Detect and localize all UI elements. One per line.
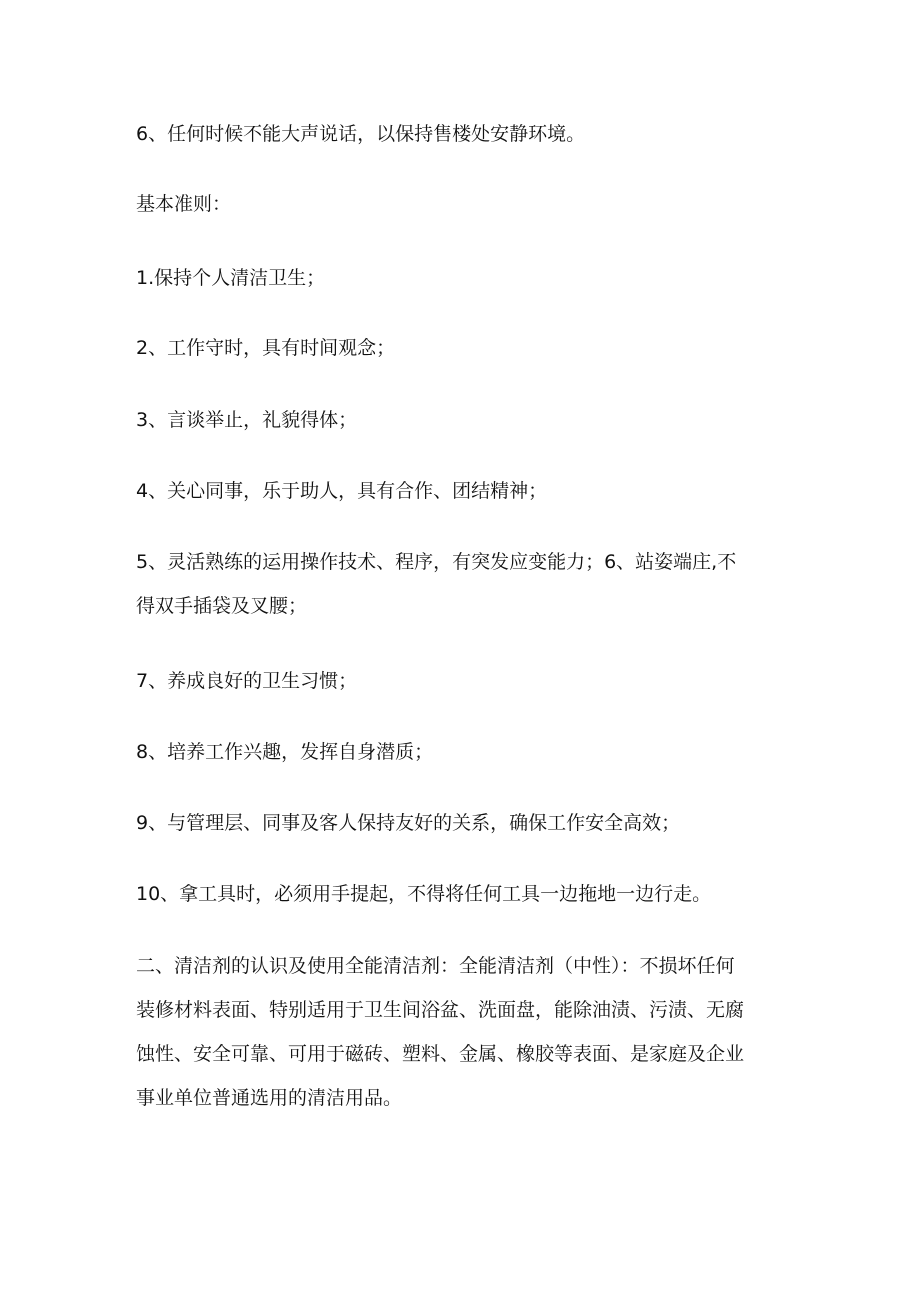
- text-line: 7、养成良好的卫生习惯；: [136, 670, 358, 692]
- text-line: 二、清洁剂的认识及使用全能清洁剂：全能清洁剂（中性）：不损坏任何: [136, 955, 735, 977]
- text-line: 6、任何时候不能大声说话，以保持售楼处安静环境。: [136, 123, 586, 145]
- list-item-2: [136, 326, 786, 370]
- text-line: 事业单位普通选用的清洁用品。: [136, 1087, 403, 1109]
- list-item-5-6: [136, 540, 786, 628]
- list-item-4: [136, 469, 786, 513]
- list-item-3: [136, 398, 786, 442]
- list-item-10: [136, 872, 786, 916]
- text-line: 10、拿工具时，必须用手提起，不得将任何工具一边拖地一边行走。: [136, 883, 712, 905]
- list-item-1: [136, 256, 786, 300]
- text-line: 蚀性、安全可靠、可用于磁砖、塑料、金属、橡胶等表面、是家庭及企业: [136, 1043, 745, 1065]
- text-line: 9、与管理层、同事及客人保持友好的关系，确保工作安全高效；: [136, 812, 681, 834]
- text-line: 1.保持个人清洁卫生；: [136, 267, 326, 289]
- text-line: 得双手插袋及叉腰；: [136, 595, 308, 617]
- section-heading-basic-rules: [136, 182, 786, 226]
- list-item-9: [136, 801, 786, 845]
- text-line: 8、培养工作兴趣，发挥自身潜质；: [136, 741, 434, 763]
- paragraph-rule-6-quiet: [136, 112, 786, 156]
- text-line: 5、灵活熟练的运用操作技术、程序，有突发应变能力；6、站姿端庄,不: [136, 551, 737, 573]
- text-line: 4、关心同事，乐于助人，具有合作、团结精神；: [136, 480, 548, 502]
- section-cleaning-agents: [136, 944, 786, 1120]
- list-item-8: [136, 730, 786, 774]
- list-item-7: [136, 659, 786, 703]
- text-line: 基本准则：: [136, 193, 232, 215]
- text-line: 2、工作守时，具有时间观念；: [136, 337, 396, 359]
- text-line: 装修材料表面、特别适用于卫生间浴盆、洗面盘，能除油渍、污渍、无腐: [136, 999, 745, 1021]
- text-line: 3、言谈举止，礼貌得体；: [136, 409, 358, 431]
